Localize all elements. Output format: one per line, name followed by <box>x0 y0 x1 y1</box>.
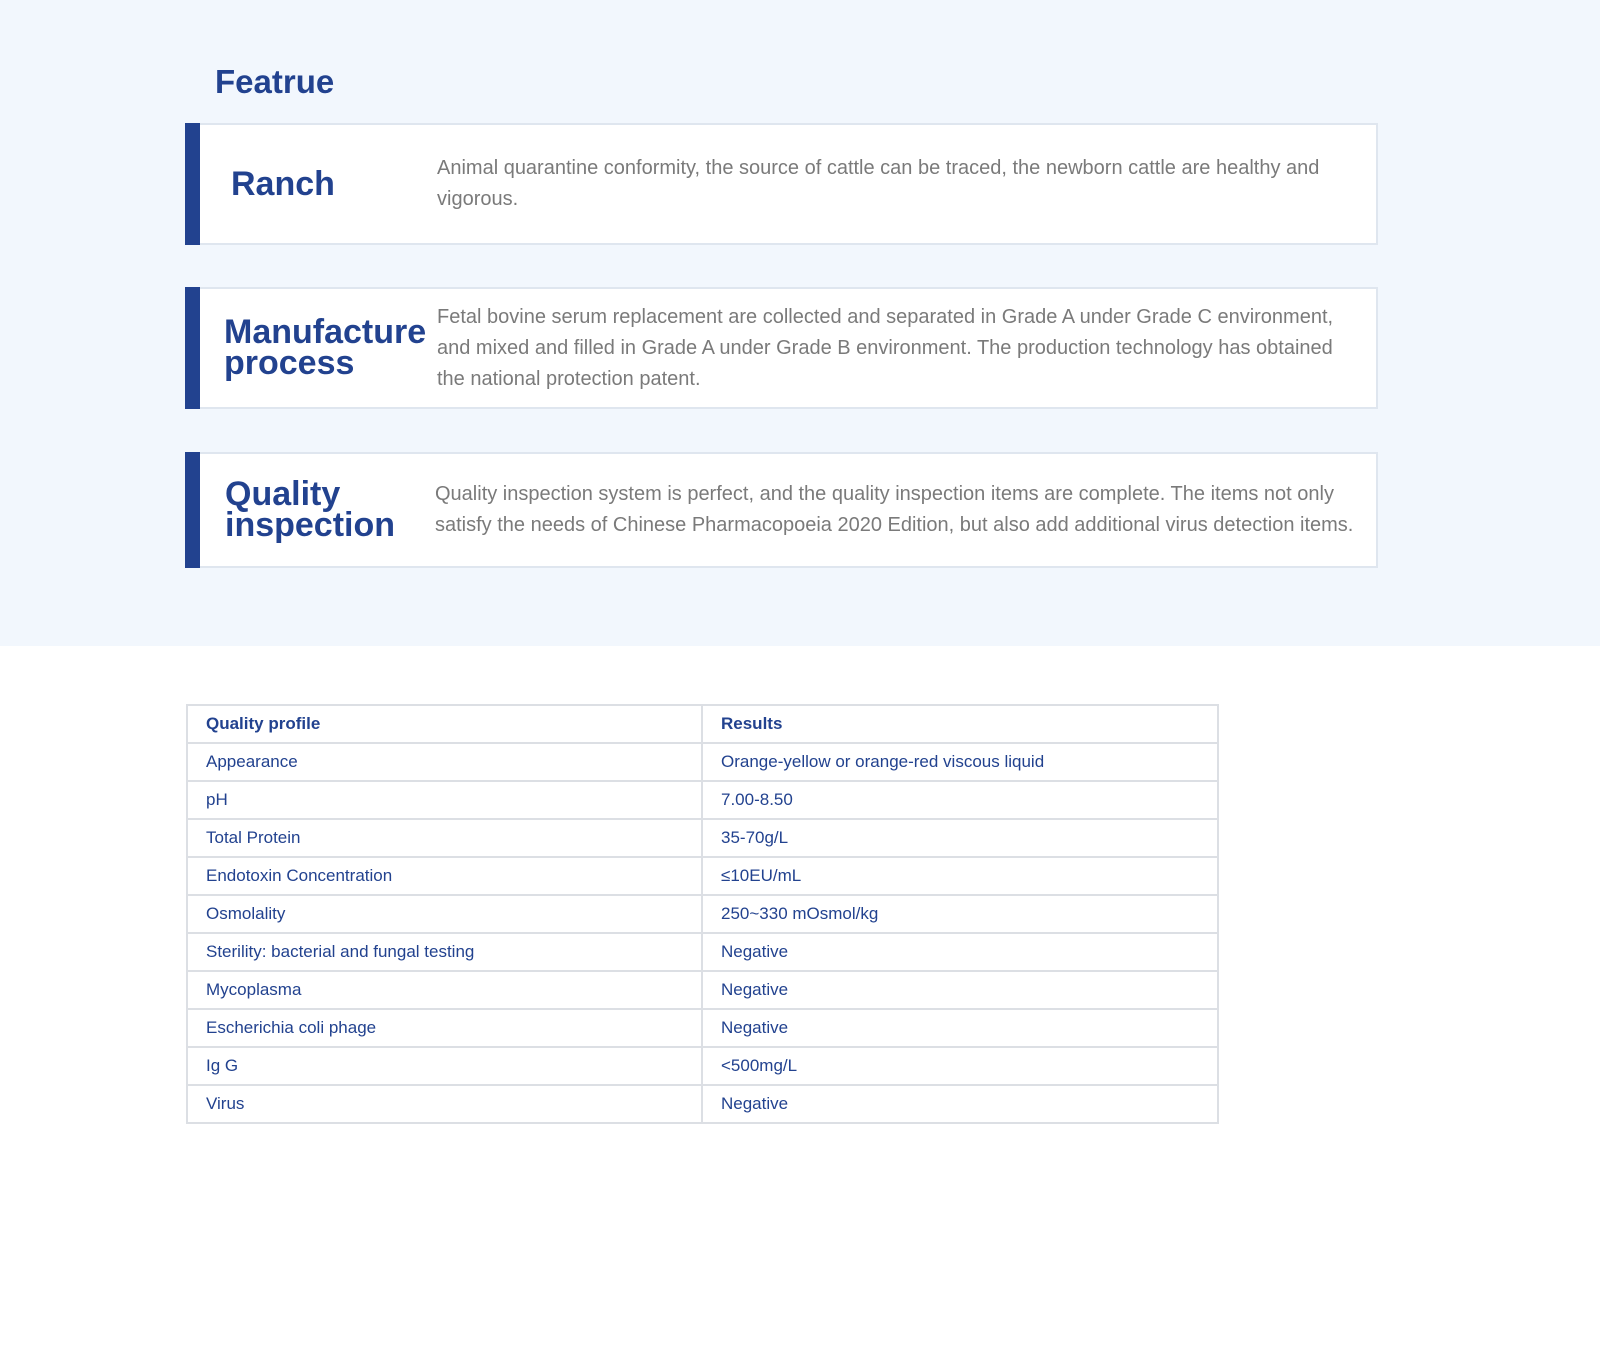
card-text-manufacture-process <box>437 289 1364 407</box>
section-title: Featrue <box>215 63 335 100</box>
table-row <box>187 971 1218 1009</box>
table-row <box>187 743 1218 781</box>
cell-result: ≤10EU/mL <box>702 857 1218 895</box>
card-body-text: Quality inspection system is perfect, and the quality inspection items are complete. The items not only satisfy the needs of Chinese Pharmacopoeia 2020 Edition, but also add additional virus detection items. <box>435 483 1354 536</box>
cell-quality-profile: pH <box>187 781 702 819</box>
table-row <box>187 895 1218 933</box>
table-header-row <box>187 705 1218 743</box>
cell-quality-profile: Ig G <box>187 1047 702 1085</box>
card-heading-manufacture-process <box>224 289 429 407</box>
cell-result: Negative <box>702 1085 1218 1123</box>
cell-result: Negative <box>702 971 1218 1009</box>
table-row <box>187 933 1218 971</box>
quality-profile-table <box>186 704 1219 1124</box>
table-row <box>187 1047 1218 1085</box>
cell-quality-profile: Virus <box>187 1085 702 1123</box>
feature-card-manufacture-process <box>185 287 1378 409</box>
card-body-text: Animal quarantine conformity, the source of cattle can be traced, the newborn cattle are healthy and vigorous. <box>437 157 1320 210</box>
cell-quality-profile: Osmolality <box>187 895 702 933</box>
cell-quality-profile: Appearance <box>187 743 702 781</box>
cell-result: Negative <box>702 1009 1218 1047</box>
table-row <box>187 819 1218 857</box>
card-heading-line-2: process <box>224 344 355 382</box>
card-heading-line-1: Quality <box>225 475 341 513</box>
cell-result: Negative <box>702 933 1218 971</box>
card-text-ranch <box>437 125 1364 243</box>
feature-card-ranch <box>185 123 1378 245</box>
cell-result: 35-70g/L <box>702 819 1218 857</box>
card-heading-ranch <box>231 125 436 243</box>
table-row <box>187 857 1218 895</box>
table-row <box>187 781 1218 819</box>
card-heading-quality-inspection <box>225 454 430 566</box>
table-row <box>187 1009 1218 1047</box>
card-heading-line-2: inspection <box>225 506 396 544</box>
cell-result: 7.00-8.50 <box>702 781 1218 819</box>
card-accent-bar <box>185 123 200 245</box>
column-header-quality-profile: Quality profile <box>187 705 702 743</box>
cell-quality-profile: Escherichia coli phage <box>187 1009 702 1047</box>
column-header-results: Results <box>702 705 1218 743</box>
card-body-text: Fetal bovine serum replacement are collected and separated in Grade A under Grade C environment, and mixed and filled in Grade A under Grade B environment. The production technology has obtained the national protection patent. <box>437 305 1334 390</box>
cell-result: 250~330 mOsmol/kg <box>702 895 1218 933</box>
feature-section <box>0 0 1600 646</box>
cell-result: <500mg/L <box>702 1047 1218 1085</box>
card-text-quality-inspection <box>435 454 1364 566</box>
table-row <box>187 1085 1218 1123</box>
cell-quality-profile: Endotoxin Concentration <box>187 857 702 895</box>
card-accent-bar <box>185 452 200 568</box>
cell-quality-profile: Total Protein <box>187 819 702 857</box>
cell-result: Orange-yellow or orange-red viscous liquid <box>702 743 1218 781</box>
cell-quality-profile: Mycoplasma <box>187 971 702 1009</box>
card-heading-line-1: Manufacture <box>224 313 427 351</box>
cell-quality-profile: Sterility: bacterial and fungal testing <box>187 933 702 971</box>
card-heading-text: Ranch <box>231 164 335 203</box>
feature-card-quality-inspection <box>185 452 1378 568</box>
card-accent-bar <box>185 287 200 409</box>
